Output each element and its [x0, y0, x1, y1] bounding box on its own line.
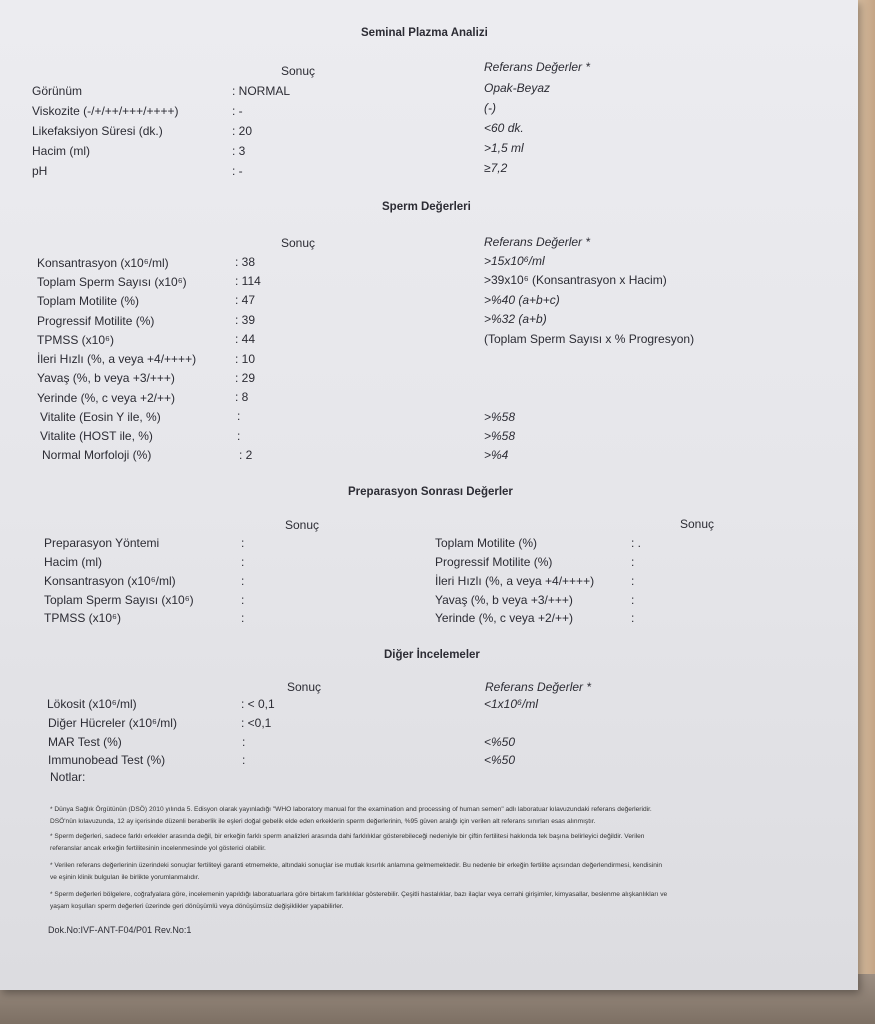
footnote-line: * Verilen referans değerlerinin üzerindeki sonuçlar fertiliteyi garanti etmemekte, altındaki sonuçlar ise mutlak kısırlık anlamına gelmemektedir. Bu nedenle bir erkeğin fertilite açısından değerlendirmesi, kendisinin [50, 862, 663, 869]
row-value: : [242, 735, 246, 749]
row-reference: <%50 [484, 753, 516, 767]
row-label: Yavaş (%, b veya +3/+++) [37, 371, 175, 385]
seminal-title: Seminal Plazma Analizi [361, 27, 488, 39]
prep-right-label: Yerinde (%, c veya +2/++) [435, 611, 573, 625]
footnote-line: DSÖ'nün kılavuzunda, 12 ay içerisinde düzenli beraberlik ile eşleri doğal gebelik elde eden erkeklerin sperm değerlerinin, %95 güven aralığı için verilen alt referans sınırları esas alınmıştır. [50, 818, 596, 825]
prep-right-value: : [631, 593, 635, 607]
other-result-header: Sonuç [287, 680, 322, 694]
seminal-result-header: Sonuç [281, 64, 316, 78]
row-reference: Opak-Beyaz [484, 81, 551, 95]
seminal-reference-header: Referans Değerler * [484, 60, 591, 74]
footnote-line: referanslar ancak erkeğin fertilitesinin incelenmesinde yol gösterici olabilir. [50, 845, 266, 852]
row-value: : 29 [235, 371, 256, 385]
sperm-result-header: Sonuç [281, 236, 316, 250]
prep-right-label: Toplam Motilite (%) [435, 536, 538, 550]
row-label: Lökosit (x10⁶/ml) [47, 697, 137, 711]
row-reference: <%50 [484, 735, 516, 749]
prep-left-value: : [241, 536, 245, 550]
footnote-line: yaşam koşulları sperm değerleri üzerinde geri dönüşümlü veya dönüşümsüz değişiklikler yapabilirler. [50, 903, 344, 910]
prep-left-value: : [241, 611, 245, 625]
row-value: : - [232, 164, 243, 178]
prep-left-value: : [241, 574, 245, 588]
row-reference: >%32 (a+b) [484, 312, 547, 326]
row-reference: >1,5 ml [484, 141, 524, 155]
other-reference-header: Referans Değerler * [485, 680, 592, 694]
footnote-line: * Sperm değerleri bölgelere, coğrafyalara göre, incelemenin yapıldığı laboratuarlara göre birtakım farklılıklar gösterebilir. Çeşitli hastalıklar, bazı ilaçlar veya cerrahi girişimler, kimyasallar, beslenme alışkanlıkları ve [50, 891, 668, 898]
prep-left-label: TPMSS (x10⁶) [44, 611, 121, 625]
row-reference: >15x10⁶/ml [484, 254, 545, 268]
row-value: : <0,1 [241, 716, 272, 730]
row-value: : 20 [232, 124, 253, 138]
row-reference: (-) [484, 101, 496, 115]
row-value: : - [232, 104, 243, 118]
prep-left-label: Hacim (ml) [44, 555, 102, 569]
row-reference: <60 dk. [484, 121, 524, 135]
row-reference: >%58 [484, 410, 516, 424]
row-label: Toplam Sperm Sayısı (x10⁶) [37, 275, 187, 289]
row-label: Yerinde (%, c veya +2/++) [37, 391, 175, 405]
row-label: Görünüm [32, 84, 83, 98]
row-value: : [237, 409, 241, 423]
footnote-line: * Sperm değerleri, sadece farklı erkekler arasında değil, bir erkeğin farklı sperm analizleri arasında dahi farklılıklar gösterebileceği nedeniyle bir çiftin fertilitesi hakkında tek başına belirleyici değildir. Verilen [50, 833, 645, 840]
prep-left-label: Toplam Sperm Sayısı (x10⁶) [44, 593, 194, 607]
row-value: : 39 [235, 313, 256, 327]
row-value: : 3 [232, 144, 246, 158]
row-value: : [237, 429, 241, 443]
footnote-line: ve eşinin klinik bulguları ile birlikte yorumlanmalıdır. [50, 874, 200, 881]
prep-left-label: Konsantrasyon (x10⁶/ml) [44, 574, 176, 588]
row-reference: >%40 (a+b+c) [484, 293, 560, 307]
prep-right-value: : [631, 555, 635, 569]
prep-title: Preparasyon Sonrası Değerler [348, 486, 513, 498]
row-value: : 38 [235, 255, 256, 269]
prep-result-header-right: Sonuç [680, 517, 715, 531]
other-title: Diğer İncelemeler [384, 649, 480, 661]
row-reference: >39x10⁶ (Konsantrasyon x Hacim) [484, 273, 667, 287]
row-label: Vitalite (HOST ile, %) [40, 429, 153, 443]
row-reference: ≥7,2 [484, 161, 508, 175]
row-reference: >%58 [484, 429, 516, 443]
row-label: Normal Morfoloji (%) [42, 448, 152, 462]
row-value: : < 0,1 [241, 697, 275, 711]
row-label: Likefaksiyon Süresi (dk.) [32, 124, 163, 138]
row-label: Progressif Motilite (%) [37, 314, 155, 328]
row-label: Konsantrasyon (x10⁶/ml) [37, 256, 169, 270]
notes-label: Notlar: [50, 770, 86, 784]
row-value: : NORMAL [232, 84, 291, 98]
row-reference: >%4 [484, 448, 509, 462]
prep-right-label: Progressif Motilite (%) [435, 555, 553, 569]
prep-right-label: İleri Hızlı (%, a veya +4/++++) [435, 574, 595, 588]
row-label: Diğer Hücreler (x10⁶/ml) [48, 716, 177, 730]
row-label: Immunobead Test (%) [48, 753, 166, 767]
prep-right-value: : [631, 611, 635, 625]
sperm-title: Sperm Değerleri [382, 201, 471, 213]
row-label: Vitalite (Eosin Y ile, %) [40, 410, 161, 424]
row-value: : 10 [235, 352, 256, 366]
row-value: : 8 [235, 390, 249, 404]
document-number: Dok.No:IVF-ANT-F04/P01 Rev.No:1 [48, 925, 192, 935]
prep-result-header-left: Sonuç [285, 518, 320, 532]
row-label: Toplam Motilite (%) [37, 294, 140, 308]
row-reference: (Toplam Sperm Sayısı x % Progresyon) [484, 332, 695, 346]
footnote-line: * Dünya Sağlık Örgütünün (DSÖ) 2010 yılında 5. Edisyon olarak yayınladığı "WHO laboratory manual for the examination and processing of human semen" adlı laboratuar kılavuzundaki referans değerleridir. [50, 806, 652, 813]
row-reference: <1x10⁶/ml [484, 697, 539, 711]
row-label: TPMSS (x10⁶) [37, 333, 114, 347]
row-value: : 114 [235, 274, 261, 288]
prep-right-value: : [631, 574, 635, 588]
row-label: pH [32, 164, 48, 178]
prep-left-value: : [241, 555, 245, 569]
row-value: : 44 [235, 332, 256, 346]
sperm-reference-header: Referans Değerler * [484, 235, 591, 249]
prep-left-value: : [241, 593, 245, 607]
row-value: : [242, 753, 246, 767]
row-label: İleri Hızlı (%, a veya +4/++++) [37, 352, 197, 366]
prep-right-label: Yavaş (%, b veya +3/+++) [435, 593, 573, 607]
row-label: Viskozite (-/+/++/+++/++++) [32, 104, 179, 118]
prep-right-value: : . [631, 536, 642, 550]
row-label: MAR Test (%) [48, 735, 122, 749]
row-value: : 47 [235, 293, 256, 307]
row-value: : 2 [239, 448, 253, 462]
prep-left-label: Preparasyon Yöntemi [44, 536, 160, 550]
row-label: Hacim (ml) [32, 144, 90, 158]
